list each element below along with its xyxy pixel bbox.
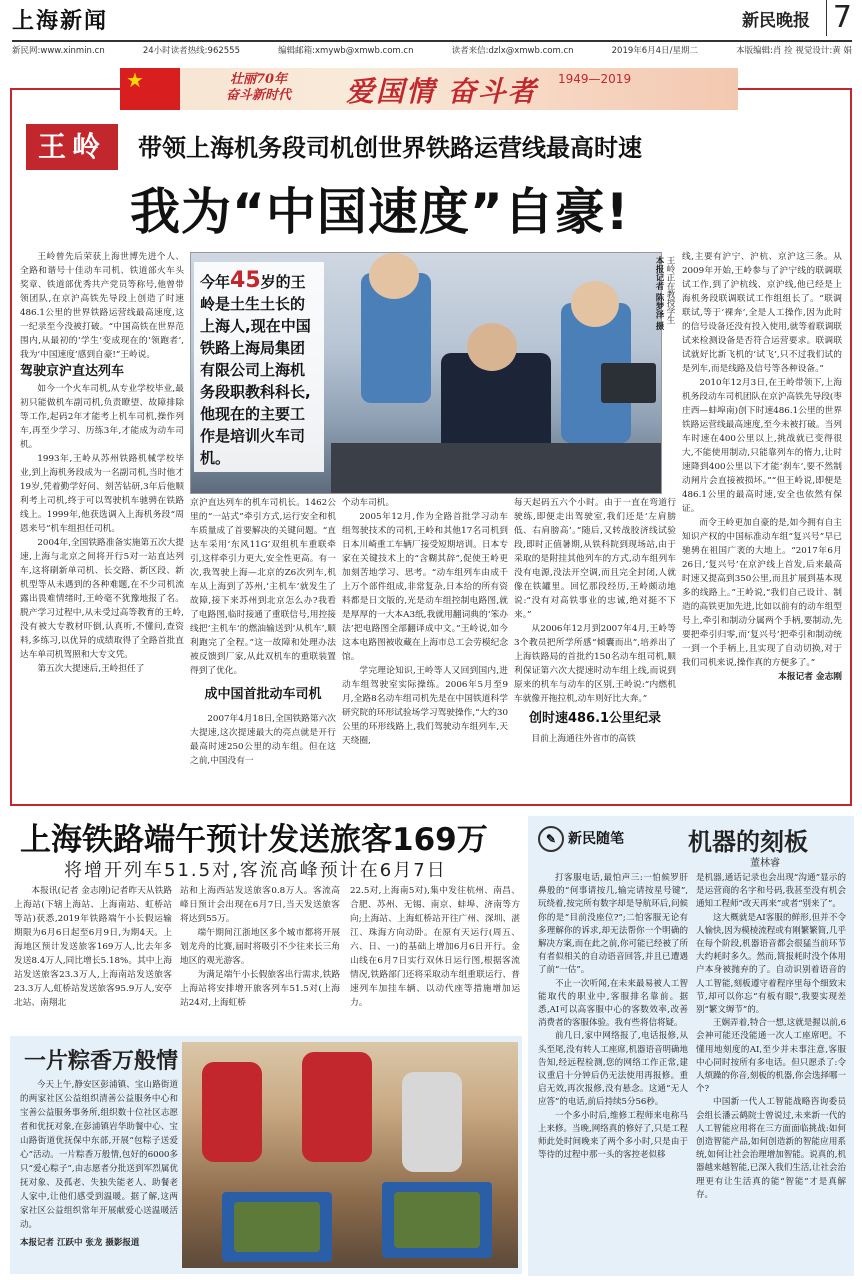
column-text-left: 打客服电话,最怕声三:一怕候罗肝鼻般的“何事请按几,输完请按星号键”,玩绕着,按完所有数字却是导航环后,问候你的是“目前没座位?”;二怕客服无论有多理解你的诉求,却无法帮你一个明确的解决方案,而在此之前,你可能已经被了所有者似相关的自动语音回答,并且已遭遇了前“一估”。 不止一次听闻,在未来最易被人工智能取代的职业中,客服排名靠前。据悉,AI可以高客服中心的客数效率,改善消费者的客服体验。我有些将信将疑。 前几日,家中网络报了,电话报修,从头至尾,没有转人工座席,机器语音明确地告知,经远程检测,您的网络工作正常,建议重启十分钟后仍无法使用再报修。重启无效,再次报修,没有悬念。这通“无人应答”的电话,前后持续5分56秒。 一个多小时后,维修工程师来电称马上来修。当晚,网络真的修好了,只是工程师此处时间晚来了两个多小时,只是由于等待的过程中那一头的客控老似移 xyxy=(538,873,688,1161)
control-desk xyxy=(331,443,661,493)
column-author: 董林睿 xyxy=(750,858,780,869)
article1-subtitle: 带领上海机务段司机创世界铁路运营线最高时速 xyxy=(138,134,642,162)
article3-title: 一片粽香万般情 xyxy=(24,1049,179,1074)
issue-date: 2019年6月4日/星期二 xyxy=(611,46,698,56)
console-screen xyxy=(601,363,656,403)
article2-subheadline: 将增开列车51.5对,客流高峰预计在6月7日 xyxy=(64,860,447,881)
banner-main: 爱国情 奋斗者 xyxy=(346,75,538,108)
editor-email[interactable]: 编辑邮箱:xmywb@xmwb.com.cn xyxy=(278,46,414,56)
reader-email[interactable]: 读者来信:dzlx@xmwb.com.cn xyxy=(451,46,574,56)
article1-column-1: 王岭曾先后荣获上海世博先进个人、全路和谐号十佳动车司机、铁道部火车头奖章、铁道部优秀共产党员等称号,他曾带领团队,在京沪高铁先导段上创造了时速486.1公里的世界铁路运营线最高速度,这一纪录至今没被打破。“中国高铁在世界范围内,从最初的‘学生’变成现在的‘领跑者’,我为‘中国速度’感到自豪!”王岭说。 驾驶京沪直达列车 如今一个火车司机,从专业学校毕业,最初只能做机车副司机,负责瞭望、故障排除等工作,起码2年才能考上机车司机,操作列车,再至少学习、历练3年,才能成为动车司机。 1993年,王岭从苏州铁路机械学校毕业,到上海机务段成为一名副司机,当时他才19岁,凭着勤学好问、刻苦钻研,3年后他顺利考上司机,终于可以驾驶机车驰骋在铁路线上。1999年,他获选调入上海机务段“周恩来号”机车组担任司机。 2004年,全国铁路准备实施第五次大提速,上海与北京之间将开行5对一站直达列车,这将刷新单司机、长交路、新区段、新机型等从未遇到的各种难题,在不少司机流露出畏难情绪时,王岭毫不犹豫地报了名。脱产学习过程中,从未受过高等教育的王岭,没有被大专教材吓倒,认真听,不懂问,查资料,多练习,以优异的成绩取得了全路首批直达车单司机驾照和大专文凭。 第五次大提速后,王岭担任了 xyxy=(20,252,184,674)
section-name: 上海新闻 xyxy=(12,9,109,34)
zongzi-photo xyxy=(182,1042,518,1268)
volunteer-figure-2 xyxy=(302,1052,372,1162)
trainee-head-right xyxy=(571,281,619,327)
subhead-jinghu: 驾驶京沪直达列车 xyxy=(20,364,125,379)
hotline-info: 24小时读者热线:962555 xyxy=(142,46,240,56)
article1-column-2: 京沪直达列车的机车司机长。1462公里的“一站式”牵引方式,运行安全和机车质量成了首要解决的关键问题。“直达车采用‘东风11G’双组机车重联牵引,这样牵引力更大,安全性更高。有一次,我驾驶上海—北京的Z6次列车,机车从上海到了苏州,‘主机车’就发生了故障,接下来苏州到北京怎么办?我看了电路图,临时接通了重联信号,用控接线把‘主机车’的燃油输送到‘从机车’,顺利跑完了全程。”这一故障和处理办法被反馈到厂家,从此双机车的重联装置得到了优化。 成中国首批动车司机 2007年4月18日,全国铁路第六次大提速,这次提速最大的亮点就是开行最高时速250公里的动车组。但在这之前,中国没有一 xyxy=(190,498,336,766)
zongzi-story xyxy=(10,1036,522,1274)
trainee-head-left xyxy=(369,253,419,299)
article2-headline: 上海铁路端午预计发送旅客169万 xyxy=(20,822,488,858)
article3-text: 今天上午,静安区彭浦镇、宝山路街道的两家社区公益组织清善公益服务中心和宝善公益服务事务所,组织数十位社区志愿者和优抚对象,在彭浦镇岩华助餐中心、宝山路街道优抚保中东部,开展“包粽子送爱心”活动。一片粽香万般情,包好的6000多只“爱心粽子”,由志愿者分批送到军烈属优抚对象、及孤老、失独失能老人、助餐老人家中,让他们感受到温暖。据了解,这两家社区公益组织常年开展献爱心送温暖活动。 本报记者 江跃中 张龙 摄影报道 xyxy=(20,1080,178,1248)
flag-icon: ★ xyxy=(120,68,180,110)
instructor-head xyxy=(467,323,517,371)
article2-column-2: 站和上海西站发送旅客0.8万人。客流高峰日预计会出现在6月7日,当天发送旅客将达到55万。 端午期间江浙地区多个城市都将开展划龙舟的比赛,届时将吸引不少往来长三角地区的观光游客。 为满足端午小长假旅客出行需求,铁路上海站将安排增开旅客列车51.5对(上海站24对,上海虹桥 xyxy=(180,886,340,1008)
column-logo: ✎ 新民随笔 xyxy=(538,826,624,852)
column-text-right: 是机器,通话记录也会出现“沟通”显示的是运营商的名字和号码,我甚至没有机会通知工程师“改天再来”或者“别来了”。 这大概就是AI客服的鲜形,但并不令人愉快,因为模棱流程或有刚繁繁简,几乎在每个阶段,机器语音都会很猛当前环节大约耗时多久。然而,简报耗时没个体用户本身被抛弃的了。自动识别着语音的人工智能,刻板遵守着程序里每个细致末节,却可以你忘“有板有眼”,我要实现差别“繁文缛节”的。 王娴弄着,特合一想,这就是握以前,6会神可能还没能通一次人工座席吧。不懂用地刻度的AI,至少并未事注意,客服中心同时按所有多电话。但只愿杀了:令人烦躁的你音,刻板的机器,你会选择哪一个? 中国新一代人工智能战略咨询委员会组长潘云鹤院士曾说过,未来新一代的人工智能应用将在三方面面临挑战:如何创造智能产品,如何创造新的智能应用系统,如何让社会治理增加智能。说真的,机器越来越智能,已深入我们生活,让社会治理更有让生活真的能“智能”才是真解存。 xyxy=(696,873,846,1200)
subhead-record: 创时速486.1公里纪录 xyxy=(528,711,662,726)
info-bar xyxy=(12,40,852,56)
volunteer-figure-1 xyxy=(202,1062,262,1162)
article3-byline: 本报记者 江跃中 张龙 摄影报道 xyxy=(20,1238,140,1248)
article2-column-1: 本报讯(记者 金志刚)记者昨天从铁路上海站(下辖上海站、上海南站、虹桥站等站)获悉,2019年铁路端午小长假运输期限为6月6日起至6月9日,为期4天。上海地区预计发送旅客169万人,比去年多发送8.4万人,同比增长5.18%。其中上海站发送旅客23.3万人,上海南站发送旅客23.3万人,虹桥站发送旅客95.9万人,安亭北站、南翔北 xyxy=(14,886,172,1008)
pen-icon: ✎ xyxy=(538,826,564,852)
banner-years: 1949—2019 xyxy=(558,72,632,86)
zongzi-pile-left xyxy=(234,1202,320,1252)
article2-column-3: 22.5对,上海南5对),集中发往杭州、南昌、合肥、苏州、无锡、南京、蚌埠、济南等方向;上海站、上海虹桥站开往广州、深圳、湛江、珠海方向动卧。在原有天运行(周五、六、日、一)的基础上增加6月6日开行。金山线在6月7日实行双休日运行图,根据客流情况,铁路部门还将采取动车组重联运行、普速列车加挂车辆、以动代座等措施增加运力。 xyxy=(350,886,520,1008)
article1-column-5: 线,主要有沪宁、沪杭、京沪这三条。从2009年开始,王岭参与了沪宁线的联调联试工作,到了沪杭线、京沪线,他已经是上海机务段联调联试工作组组长了。“联调联试,等于‘裸奔’,全是人工操作,因为此时的信号设备还没有投入使用,就等着联调联试来检测设备是否符合运营要求。联调联试就好比新飞机的‘试飞’,只不过我们试的是列车,而是线路及信号等各种设备。” 2010年12月3日,在王岭带领下,上海机务段动车司机团队在京沪高铁先导段(枣庄西—蚌埠南)创下时速486.1公里的世界铁路运营线最高速度,至今未被打破。当列车时速在400公里以上,挑战就已变得很大,不能使用制动,只能靠列车的惰力,让时速降到400公里以下才能‘刹车’,要不然制动闸片会直接被损坏。”“但王岭说,即便是486.1公里的最高时速,安全也依然有保证。 而令王岭更加自豪的是,如今拥有自主知识产权的中国标准动车组“复兴号”早已驰骋在祖国广袤的大地上。“2017年6月26日,‘复兴号’在京沪线上首发,后来最高时速又提高到350公里,而且扩展到基本现多的线路上。”王岭说,“我们自己设计、制造的高铁更加先进,比如以前有的动车组型号上,牵引和制动分属两个手柄,要制动,先要把牵引归零,而‘复兴号’把牵引和制动统一到一个手柄上,且实现了自动切换,对于我们司机来说,操作真的方便多了。” 本报记者 金志刚 xyxy=(682,252,842,682)
article1-column-4: 每天起码五六个小时。由于一直在弯道行驶练,即便走出驾驶室,我们还是‘左肩膀低、右肩膀高’。”随后,又转战胶济线试验段,即时正值暑期,从铁科院到现场站,由于采取的是附挂其他列车的方式,动车组列车没有电源,没法开空调,而且完全封闭,人就像在铁罐里。回忆那段经历,王岭颇动地说:“没有对高铁事业的忠诚,绝对挺不下来。” 从2006年12月到2007年4月,王岭等3个教员把所学所感“倾囊而出”,培养出了上海铁路局的首批约150名动车组司机,顺利保证第六次大提速时动车组上线,而说到原来的机车与动车的区别,王岭说:“内燃机车就像开拖拉机,动车则好比大奔。” 创时速486.1公里纪录 目前上海通往外省市的高铁 xyxy=(514,498,676,744)
page-number: 7 xyxy=(826,0,852,36)
theme-banner xyxy=(120,68,738,110)
subhead-first-emu: 成中国首批动车司机 xyxy=(204,687,322,702)
essay-column xyxy=(528,816,854,1276)
person-name-box: 王岭 xyxy=(26,124,118,170)
article1-headline: 我为“中国速度”自豪! xyxy=(130,183,630,241)
photo-caption: 王岭正在教授学生 本报记者 陈梦泽 摄 xyxy=(654,256,675,330)
banner-slogan: 壮丽70年 奋斗新时代 xyxy=(226,72,292,103)
article1-byline: 本报记者 金志刚 xyxy=(778,672,842,682)
editor-credit: 本版编辑:肖 捡 视觉设计:黄 娟 xyxy=(736,46,852,56)
column-title: 机器的刻板 xyxy=(688,828,808,856)
masthead: 新民晚报 xyxy=(742,11,810,31)
article1-column-3: 个动车司机。 2005年12月,作为全路首批学习动车组驾驶技术的司机,王岭和其他17名司机到日本川崎重工车辆厂接受短期培训。日本专家在关键技术上的“含糊其辞”,促使王岭更加刻苦地学习、思考。“动车组列车由成千上万个部件组成,非常复杂,日本给的所有资料都是日文版的,光是动车组控制电路图,就是厚厚的一大本A3纸,我就用翻词典的‘笨办法’把电路图全部翻译成中文。”王岭说,如今这本电路图被收藏在上海市总工会劳模纪念馆。 学完理论知识,王岭等人又回到国内,进动车组驾驶室实际操练。2006年5月至9月,全路8名动车组司机先是在中国铁道科学研究院的环形试验场学习驾驶操作,“大约30公里的环形线路上,我们驾驶动车组列车,天天绕圈, xyxy=(342,498,508,746)
pull-quote: 今年45岁的王岭是土生土长的上海人,现在中国铁路上海局集团有限公司上海机务段职教科科长,他现在的主要工作是培训火车司机。 xyxy=(194,262,324,472)
website-info[interactable]: 新民网:www.xinmin.cn xyxy=(12,46,105,56)
zongzi-pile-right xyxy=(394,1192,480,1248)
volunteer-figure-3 xyxy=(402,1072,462,1172)
